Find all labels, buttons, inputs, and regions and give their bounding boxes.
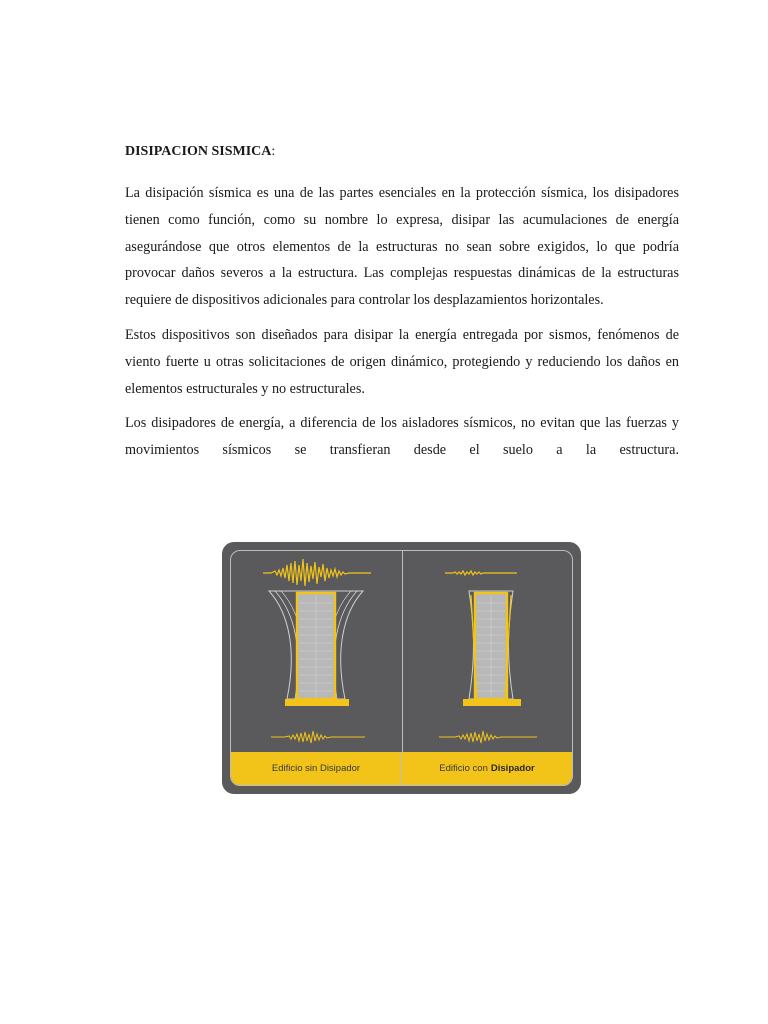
right-building-base bbox=[463, 699, 521, 706]
left-caption-text: Edificio sin Disipador bbox=[271, 763, 361, 774]
right-top-seismic-wave bbox=[445, 571, 517, 575]
figure-frame bbox=[230, 550, 573, 786]
paragraph-3: Los disipadores de energía, a diferencia de los aisladores sísmicos, no evitan que las fuerzas y movimientos sísmicos se transfieran desde el suelo a la estructura. bbox=[125, 415, 679, 459]
left-building-base bbox=[285, 699, 349, 706]
left-panel-illustration bbox=[263, 559, 371, 743]
left-top-seismic-wave bbox=[263, 559, 371, 586]
right-panel-illustration bbox=[439, 571, 537, 743]
heading-colon: : bbox=[271, 144, 276, 159]
right-caption-prefix: Edificio con bbox=[439, 763, 488, 774]
paragraph-2: Estos dispositivos son diseñados para disipar la energía entregada por sismos, fenómenos de viento fuerte u otras solicitaciones de origen dinámico, protegiendo y reduciendo los daños en elementos estructurales y no estructurales. bbox=[125, 326, 679, 397]
left-building-inner-frame bbox=[275, 591, 298, 699]
right-caption-bold: Disipador bbox=[490, 763, 535, 774]
left-caption bbox=[231, 752, 401, 785]
document-body bbox=[125, 142, 679, 472]
caption-bar bbox=[231, 752, 572, 785]
heading-text: DISIPACION SISMICA bbox=[125, 144, 272, 159]
right-ground-seismic-wave bbox=[439, 731, 537, 743]
panel-divider bbox=[402, 551, 403, 786]
seismic-dissipation-figure bbox=[222, 542, 581, 794]
right-caption bbox=[402, 752, 572, 785]
left-ground-seismic-wave bbox=[271, 731, 365, 743]
section-heading bbox=[125, 142, 679, 162]
left-building-inner-frame-2 bbox=[334, 591, 357, 699]
paragraph-1: La disipación sísmica es una de las partes esenciales en la protección sísmica, los disipadores tienen como función, como su nombre lo expresa, disipar las acumulaciones de energía asegurándose que otros elementos de la estructuras no sean sobre exigidos, lo que podría provocar daños severos a la estructura. Las complejas respuestas dinámicas de la estructuras requiere de dispositivos adicionales para controlar los desplazamientos horizontales. bbox=[125, 185, 679, 309]
